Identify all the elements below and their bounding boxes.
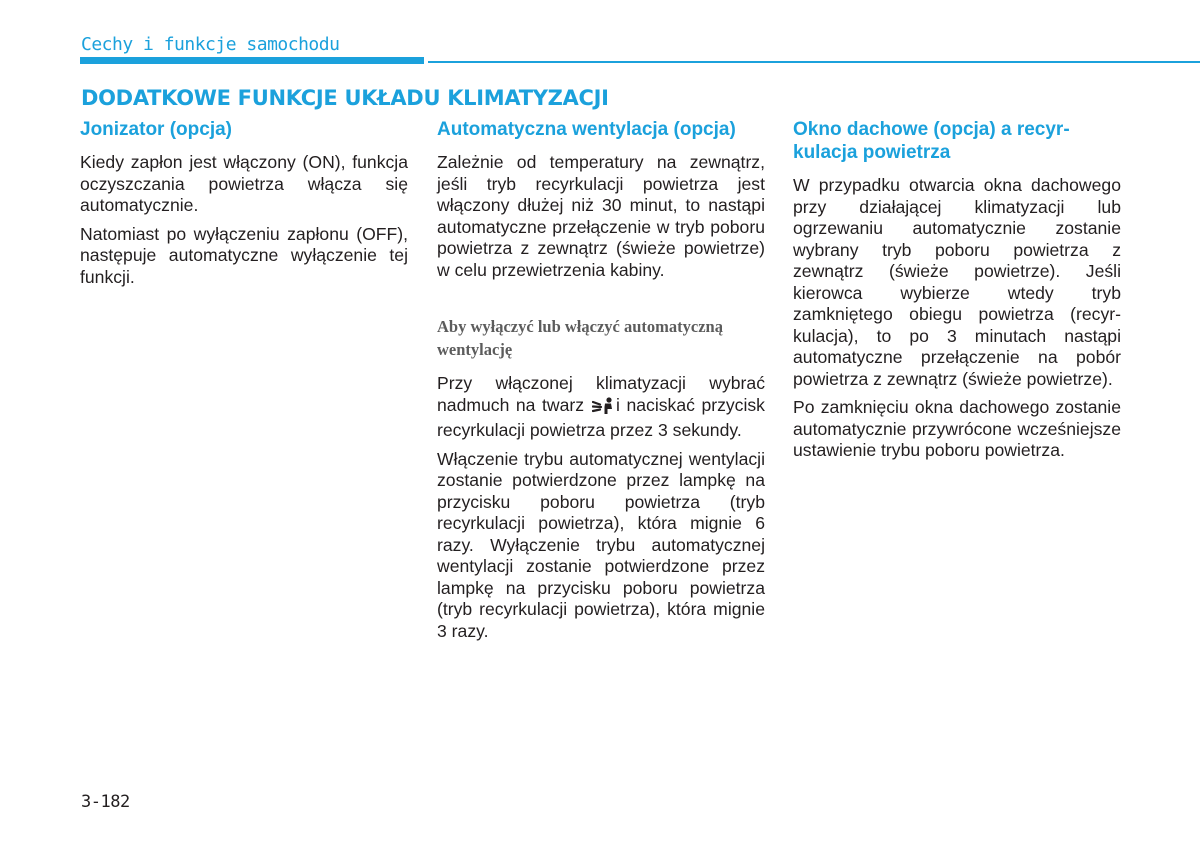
instruction-text: i naciskać przycisk recyrkulacji powietrza przez 3 sekundy. [437,394,765,440]
ionizer-heading: Jonizator (opcja) [80,119,233,140]
header-rule-thin [428,61,1200,63]
section-label: Cechy i funkcje samochodu [81,34,340,55]
face-vent-icon [592,397,614,421]
instruction-text: Przy włączonej klimatyzacji wybrać nadmuch na twarz [437,373,765,415]
column-sunroof [793,118,1121,469]
page-title: DODATKOWE FUNKCJE UKŁADU KLIMATYZACJI [81,86,609,110]
auto-ventilation-paragraph: Zależnie od temperatury na zewnątrz, jeśli tryb recyrkulacji powietrza jest włączony dłużej niż 30 minut, to nastąpi automatyczne przełączenie w tryb poboru powietrza z zewnątrz (świeże powietrze) w celu przewietrzenia kabiny. [437,152,765,280]
ionizer-paragraph: Kiedy zapłon jest włączony (ON), funkcja oczyszczania powietrza włącza się automatycznie. [80,152,408,215]
auto-ventilation-heading: Automatyczna wentylacja (opcja) [437,119,736,140]
sunroof-heading: Okno dachowe (opcja) a recyrkulacja powietrza [793,119,1070,163]
column-auto-ventilation [437,118,765,649]
sunroof-paragraph: Po zamknięciu okna dachowego zostanie automatycznie przywrócone wcześniejsze ustawienie trybu poboru powietrza. [793,397,1121,460]
auto-ventilation-instruction [437,373,765,442]
auto-ventilation-subheading: Aby wyłączyć lub włączyć automatyczną wentylację [437,317,723,359]
page-number: 3-182 [81,792,130,812]
column-ionizer [80,118,408,295]
ionizer-paragraph: Natomiast po wyłączeniu zapłonu (OFF), następuje automatyczne wyłączenie tej funkcji. [80,223,408,287]
sunroof-paragraph: W przypadku otwarcia okna dachowego przy działającej klimatyzacji lub ogrzewaniu automatycznie zostanie wybrany tryb poboru powietrza z zewnątrz (świeże powietrze). Jeśli kierowca wybierze wtedy tryb zamkniętego obiegu powietrza (recyrkulacja), to po 3 minutach nastąpi automatyczne przełączenie na pobór powietrza z zewnątrz (świeże powietrze). [793,175,1121,389]
auto-ventilation-paragraph: Włączenie trybu automatycznej wentylacji zostanie potwierdzone przez lampkę na przycisku poboru powietrza (tryb recyrkulacji powietrza), która mignie 6 razy. Wyłączenie trybu automatycznej wentylacji zostanie potwierdzone przez lampkę na przycisku poboru powietrza (tryb recyrkulacji powietrza), która mignie 3 razy. [437,448,765,641]
header-rule-thick [80,57,424,64]
